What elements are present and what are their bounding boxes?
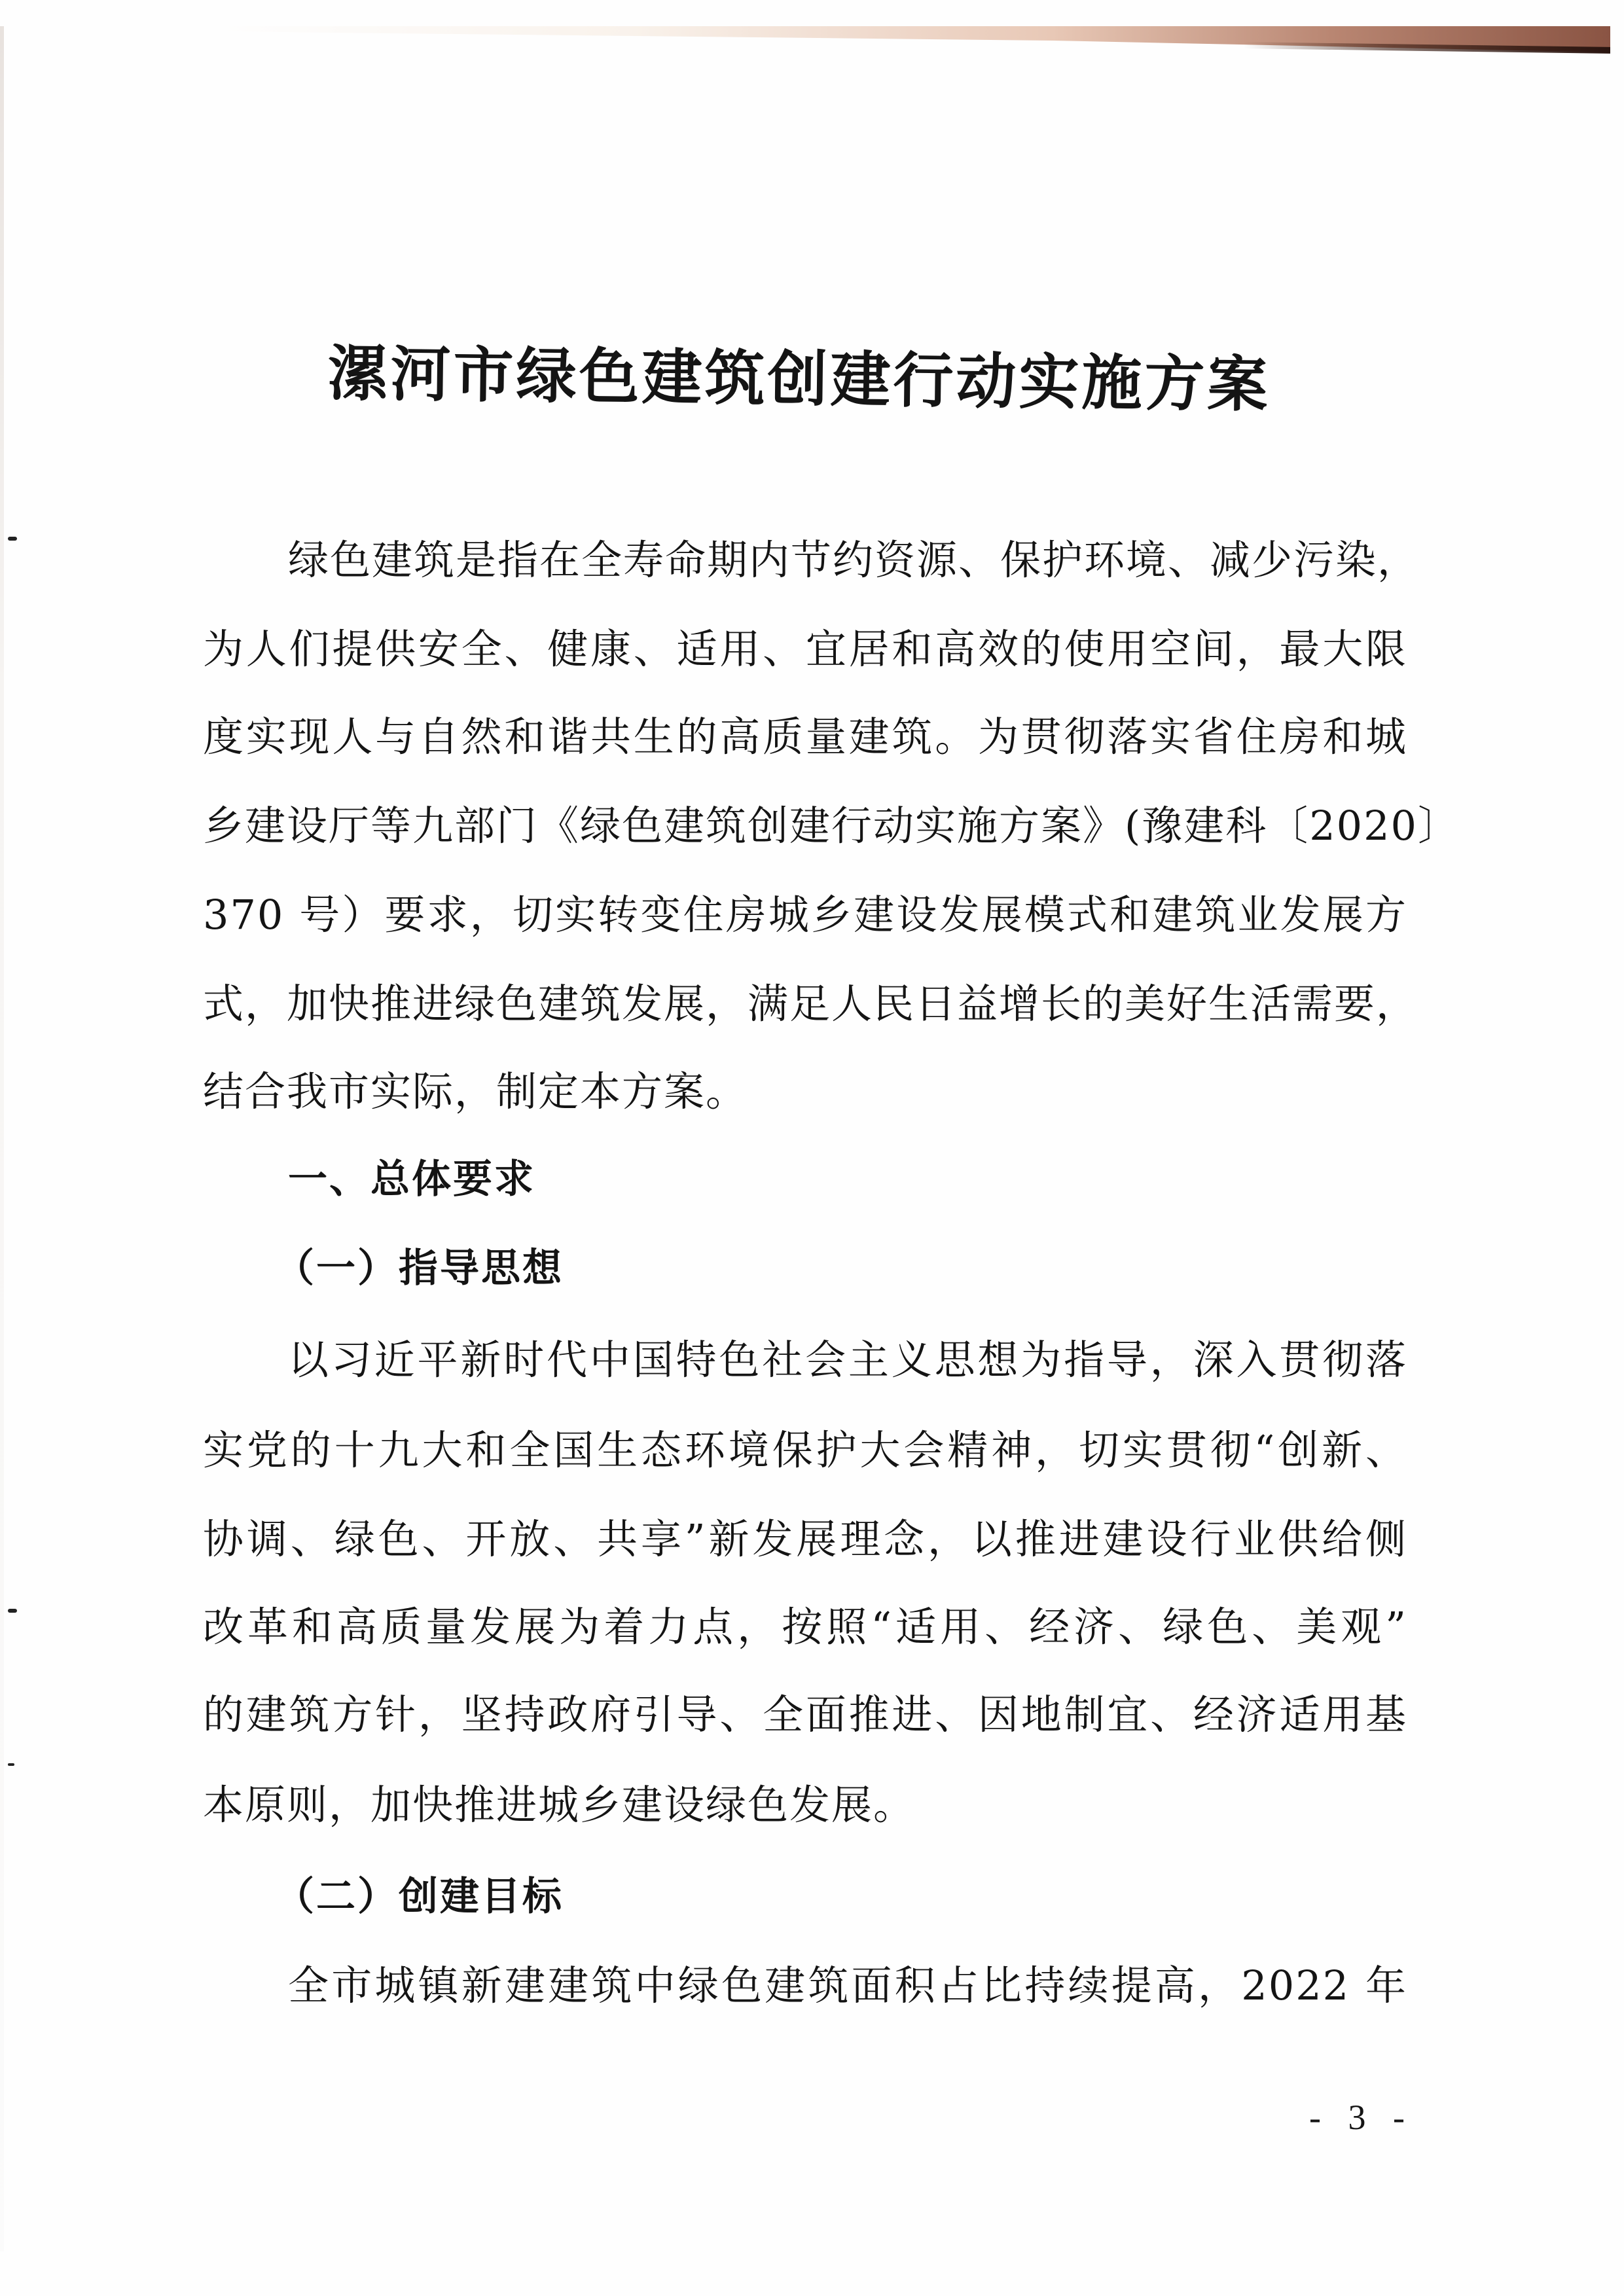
paragraph-line: 改革和高质量发展为着力点，按照“适用、经济、绿色、美观” — [203, 1603, 1407, 1651]
paragraph-line: 为人们提供安全、健康、适用、宜居和高效的使用空间，最大限 — [203, 625, 1407, 673]
paragraph-line: 度实现人与自然和谐共生的高质量建筑。为贯彻落实省住房和城 — [203, 713, 1407, 761]
page-number: - 3 - — [1309, 2098, 1414, 2137]
paragraph-line: 370 号）要求，切实转变住房城乡建设发展模式和建筑业发展方 — [203, 891, 1407, 939]
paragraph-line: 结合我市实际，制定本方案。 — [203, 1067, 748, 1115]
subsection-heading: （二）创建目标 — [275, 1874, 564, 1920]
paragraph-line: 协调、绿色、开放、共享”新发展理念，以推进建设行业供给侧 — [203, 1515, 1407, 1563]
paragraph-line: 本原则，加快推进城乡建设绿色发展。 — [203, 1781, 916, 1829]
section-heading: 一、总体要求 — [288, 1157, 535, 1202]
paragraph-line: 全市城镇新建建筑中绿色建筑面积占比持续提高，2022 年 — [288, 1962, 1407, 2009]
paragraph-line: 乡建设厅等九部门《绿色建筑创建行动实施方案》(豫建科〔2020〕 — [203, 802, 1460, 850]
paragraph-line: 式，加快推进绿色建筑发展，满足人民日益增长的美好生活需要， — [203, 980, 1418, 1028]
binding-hole-mark — [8, 537, 17, 541]
paragraph-line: 以习近平新时代中国特色社会主义思想为指导，深入贯彻落 — [288, 1336, 1407, 1384]
paragraph-line: 的建筑方针，坚持政府引导、全面推进、因地制宜、经济适用基 — [203, 1691, 1407, 1738]
document-title: 漯河市绿色建筑创建行动实施方案 — [327, 338, 1271, 420]
subsection-heading: （一）指导思想 — [275, 1246, 564, 1291]
paragraph-line: 绿色建筑是指在全寿命期内节约资源、保护环境、减少污染， — [288, 536, 1420, 584]
binding-hole-mark — [8, 1609, 17, 1613]
paragraph-line: 实党的十九大和全国生态环境保护大会精神，切实贯彻“创新、 — [203, 1426, 1407, 1474]
binding-hole-mark — [8, 1763, 14, 1766]
